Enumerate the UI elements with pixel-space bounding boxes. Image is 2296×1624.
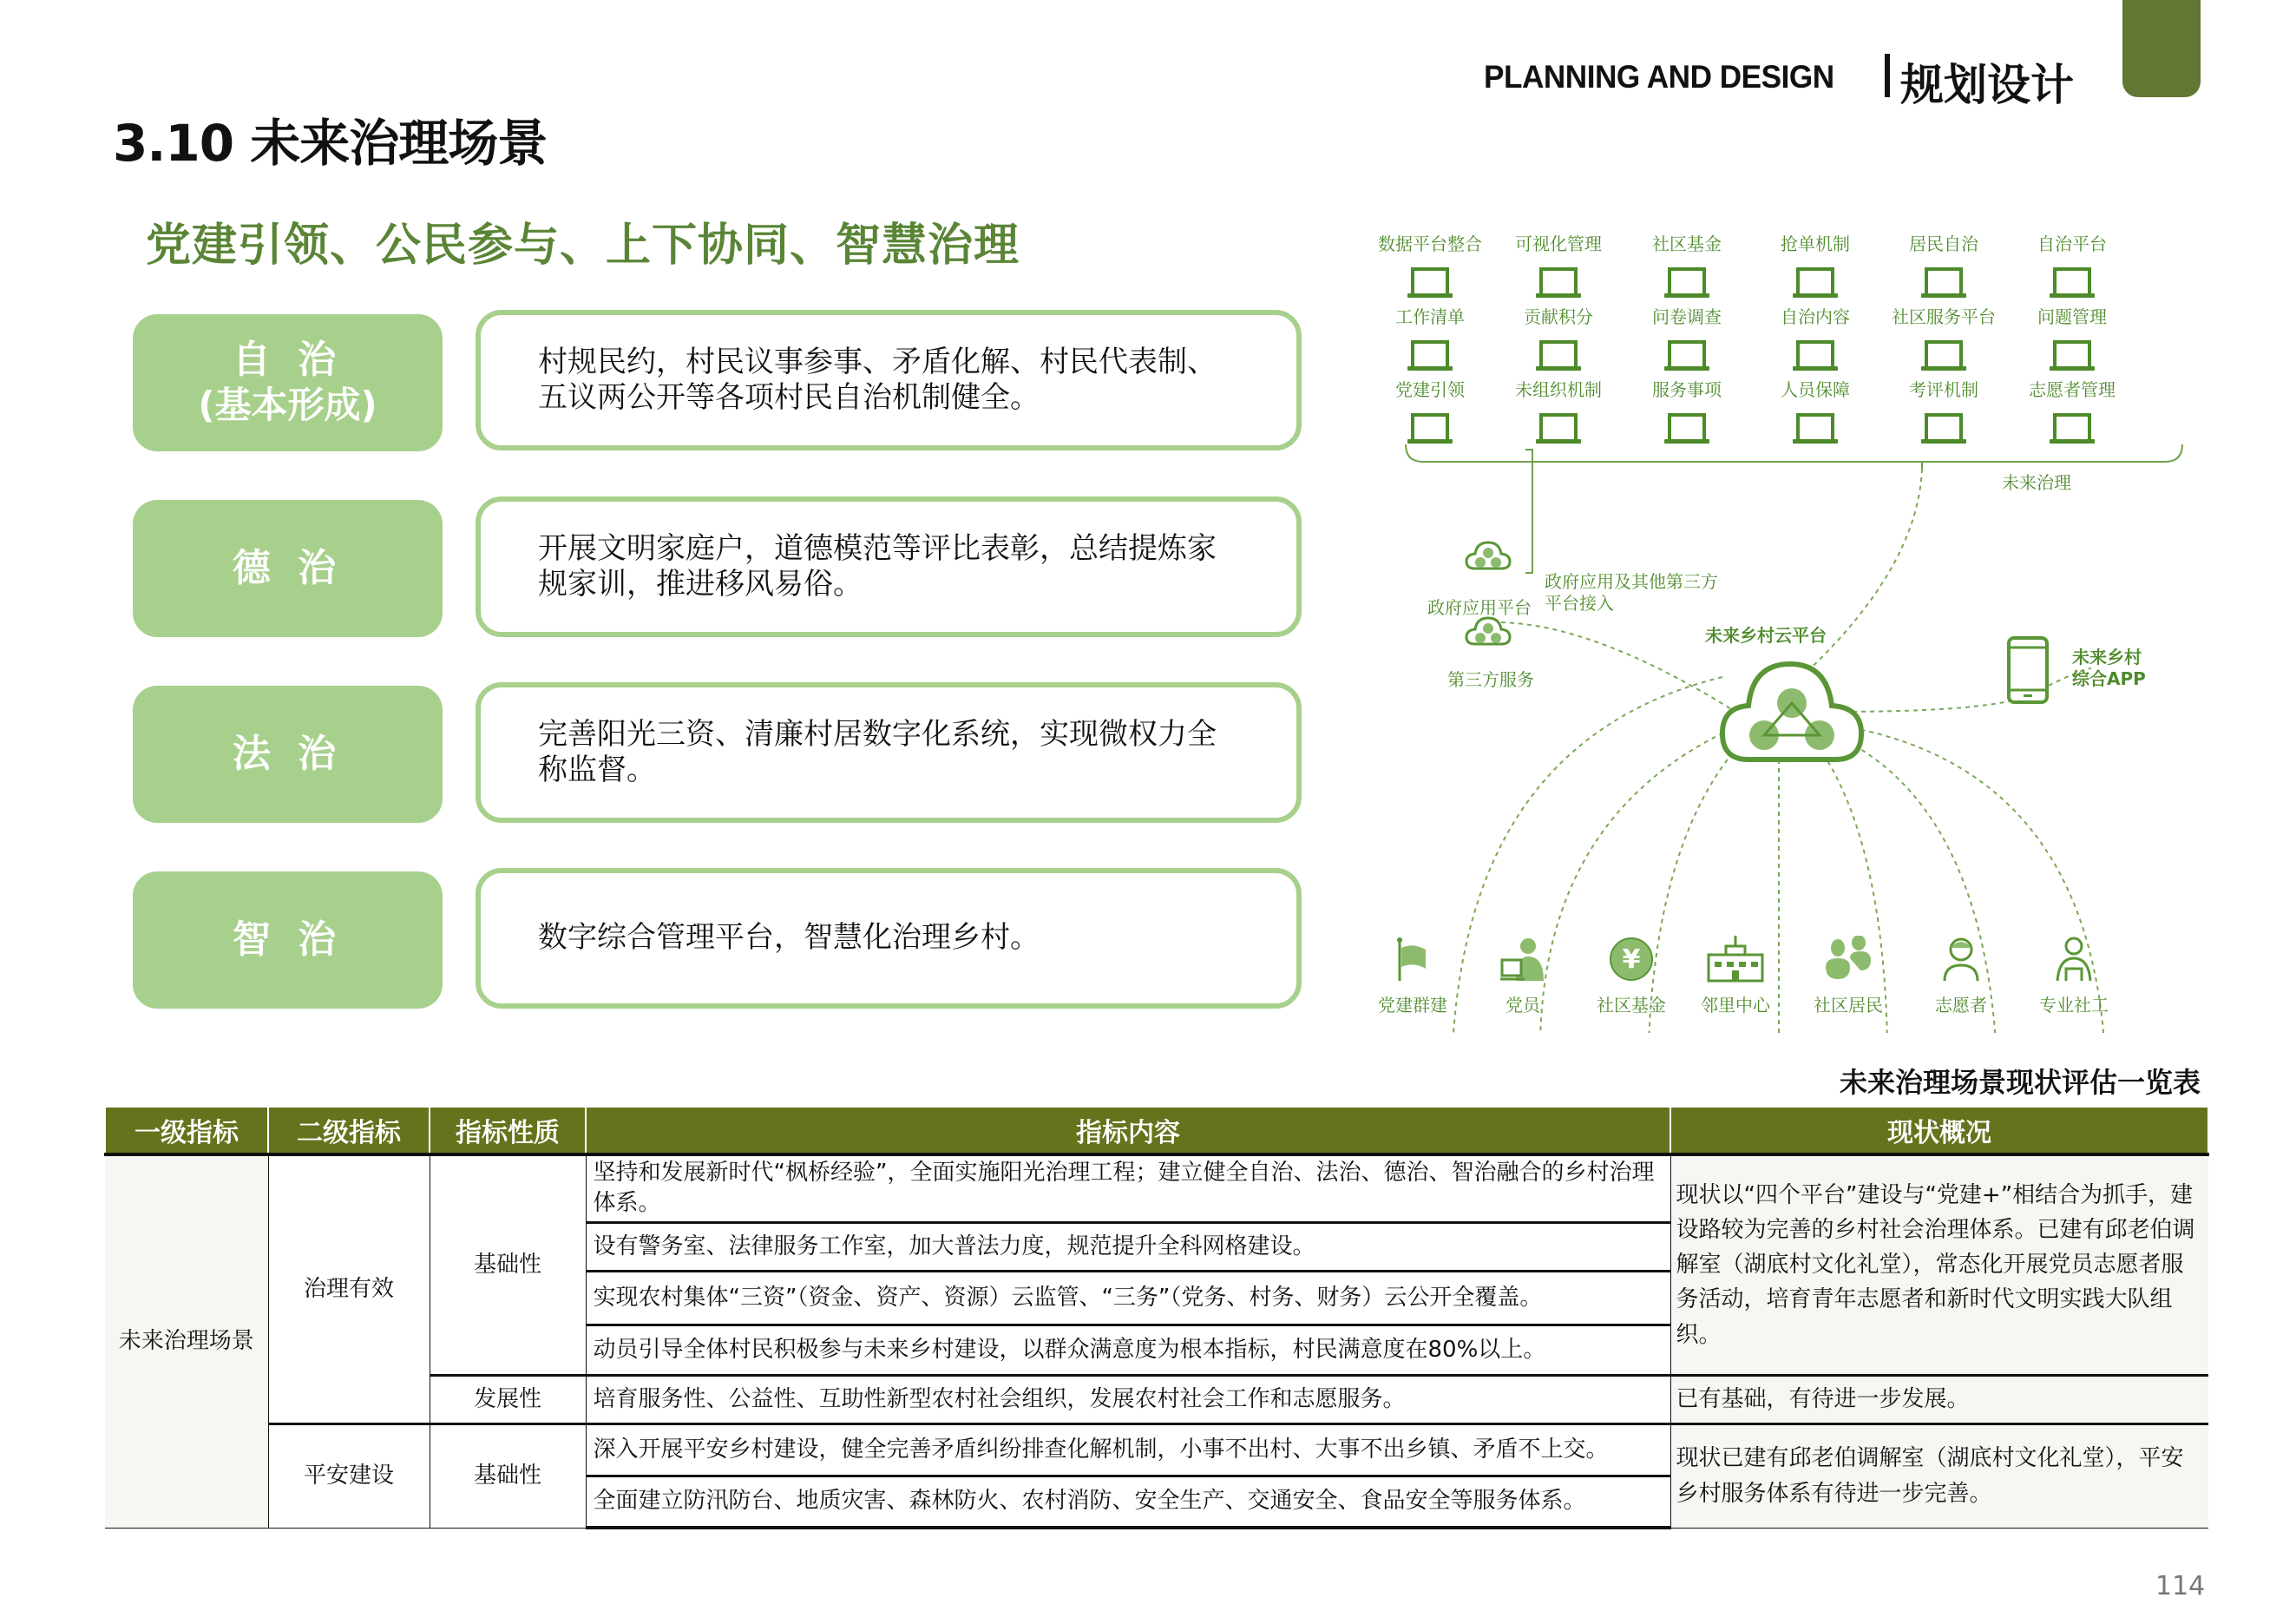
table-row — [105, 1154, 2208, 1222]
cell-content: 深入开展平安乡村建设，健全完善矛盾纠纷排查化解机制，小事不出村、大事不出乡镇、矛盾不上交。 — [586, 1423, 1670, 1476]
gov-cloud-icon — [1466, 542, 1510, 569]
residents-icon — [1822, 936, 1874, 983]
platform-label: 贡献积分 — [1524, 306, 1593, 327]
node-community-residents: 社区居民 — [1801, 936, 1896, 1016]
pillar-desc-moral-governance — [476, 496, 1302, 637]
cell-content: 动员引导全体村民积极参与未来乡村建设，以群众满意度为根本指标，村民满意度在80%以上。 — [586, 1325, 1670, 1375]
laptop-icon — [1407, 267, 1453, 299]
section-label-en: PLANNING AND DESIGN — [1484, 59, 1834, 95]
node-community-fund: ¥ 社区基金 — [1584, 936, 1679, 1016]
laptop-icon — [1921, 413, 1966, 444]
laptop-icon — [2050, 413, 2095, 444]
col-header-nature: 指标性质 — [430, 1108, 586, 1154]
node-party-building: 党建群建 — [1365, 936, 1460, 1016]
svg-text:¥: ¥ — [1622, 944, 1641, 975]
brace-label: 未来治理 — [2002, 472, 2071, 493]
pillar-smart-governance — [133, 871, 443, 1009]
platform-label: 自治内容 — [1781, 306, 1850, 327]
yuan-coin-icon — [1608, 936, 1655, 983]
laptop-icon — [1793, 413, 1838, 444]
cell-status: 现状已建有邱老伯调解室（湖底村文化礼堂），平安乡村服务体系有待进一步完善。 — [1670, 1423, 2208, 1528]
building-icon — [1705, 936, 1766, 983]
platform-label: 抢单机制 — [1781, 233, 1850, 254]
pillar-self-governance — [133, 314, 443, 451]
laptop-icon — [1407, 413, 1453, 444]
platform-label: 社区服务平台 — [1892, 306, 1996, 327]
chapter-tab-marker — [2122, 0, 2201, 97]
cell-content: 实现农村集体“三资”（资金、资产、资源）云监管、“三务”（党务、村务、财务）云公开全覆盖。 — [586, 1271, 1670, 1325]
cell-content: 设有警务室、法律服务工作室，加大普法力度，规范提升全科网格建设。 — [586, 1222, 1670, 1271]
flag-icon — [1391, 936, 1434, 983]
laptop-icon — [1536, 340, 1581, 371]
pillar-desc-rule-of-law — [476, 682, 1302, 823]
cell-nature: 基础性 — [430, 1154, 586, 1375]
app-label: 未来乡村 综合APP — [2072, 647, 2146, 689]
cell-nature: 基础性 — [430, 1423, 586, 1528]
cell-content: 坚持和发展新时代“枫桥经验”，全面实施阳光治理工程；建立健全自治、法治、德治、智治融合的乡村治理体系。 — [586, 1154, 1670, 1222]
platform-label: 数据平台整合 — [1378, 233, 1482, 254]
governance-diagram — [1371, 208, 2239, 1033]
mobile-app-icon — [2009, 638, 2047, 702]
pillar-moral-governance — [133, 500, 443, 637]
platform-label: 服务事项 — [1652, 379, 1722, 400]
access-label: 政府应用及其他第三方 平台接入 — [1545, 571, 1718, 614]
platform-label: 志愿者管理 — [2029, 379, 2116, 400]
platform-label: 工作清单 — [1395, 306, 1465, 327]
pillar-desc-text: 完善阳光三资、清廉村居数字化系统，实现微权力全称监督。 — [538, 716, 1217, 787]
third-party-label: 第三方服务 — [1447, 669, 1534, 690]
party-member-icon — [1497, 936, 1549, 983]
cloud-platform-label: 未来乡村云平台 — [1705, 625, 1827, 646]
laptop-icon — [2050, 267, 2095, 299]
section-label-cn: 规划设计 — [1900, 60, 2074, 110]
page-title: 3.10 未来治理场景 — [113, 114, 548, 173]
gov-platform-label: 政府应用平台 — [1427, 597, 1532, 618]
pillar-desc-smart-governance — [476, 868, 1302, 1009]
pillar-name: 法 治 — [232, 731, 344, 776]
platform-label: 考评机制 — [1909, 379, 1978, 400]
pillar-name: 自 治 — [232, 338, 344, 383]
col-header-level2: 二级指标 — [268, 1108, 430, 1154]
pillar-desc-text: 数字综合管理平台，智慧化治理乡村。 — [538, 920, 1040, 956]
platform-label: 自治平台 — [2037, 233, 2107, 254]
platform-label: 社区基金 — [1652, 233, 1722, 254]
cell-level2: 治理有效 — [268, 1154, 430, 1423]
platform-label: 居民自治 — [1909, 233, 1978, 254]
laptop-icon — [1664, 413, 1709, 444]
platform-label: 人员保障 — [1781, 379, 1850, 400]
laptop-icon — [1536, 413, 1581, 444]
laptop-icon — [1793, 340, 1838, 371]
cell-status: 现状以“四个平台”建设与“党建+”相结合为抓手，建设路较为完善的乡村社会治理体系。已建有邱老伯调解室（湖底村文化礼堂），常态化开展党员志愿者服务活动，培育青年志愿者和新时代文明实践大队组织。 — [1670, 1154, 2208, 1375]
pillar-name: 智 治 — [232, 917, 344, 962]
col-header-level1: 一级指标 — [105, 1108, 268, 1154]
platform-label: 党建引领 — [1395, 379, 1465, 400]
laptop-icon — [1921, 340, 1966, 371]
node-volunteers: 志愿者 — [1913, 936, 2009, 1016]
platform-label: 可视化管理 — [1515, 233, 1602, 254]
platform-label: 问卷调查 — [1652, 306, 1722, 327]
pillar-desc-text: 村规民约，村民议事参事、矛盾化解、村民代表制、五议两公开等各项村民自治机制健全。 — [538, 344, 1217, 415]
page-number: 114 — [2155, 1571, 2206, 1601]
laptop-icon — [1407, 340, 1453, 371]
volunteer-icon — [1938, 936, 1984, 983]
table-header-row — [105, 1108, 2208, 1154]
pillar-desc-text: 开展文明家庭户，道德模范等评比表彰，总结提炼家规家训，推进移风易俗。 — [538, 530, 1217, 602]
pillar-desc-self-governance — [476, 310, 1302, 450]
laptop-icon — [2050, 340, 2095, 371]
table-caption: 未来治理场景现状评估一览表 — [1840, 1066, 2201, 1099]
pillar-sub: (基本形成) — [198, 384, 377, 427]
laptop-icon — [1793, 267, 1838, 299]
cell-content: 全面建立防汛防台、地质灾害、森林防火、农村消防、安全生产、交通安全、食品安全等服务体系。 — [586, 1476, 1670, 1528]
col-header-status: 现状概况 — [1670, 1108, 2208, 1154]
platform-label: 未组织机制 — [1515, 379, 1602, 400]
social-worker-icon — [2050, 936, 2097, 983]
assessment-table — [104, 1108, 2209, 1529]
header-divider — [1885, 54, 1890, 97]
table-row — [105, 1423, 2208, 1476]
col-header-content: 指标内容 — [586, 1108, 1670, 1154]
platform-label: 问题管理 — [2037, 306, 2107, 327]
pillar-name: 德 治 — [232, 545, 344, 590]
pillar-rule-of-law — [133, 686, 443, 823]
cell-level2: 平安建设 — [268, 1423, 430, 1528]
page-subtitle: 党建引领、公民参与、上下协同、智慧治理 — [146, 220, 1020, 272]
laptop-icon — [1536, 267, 1581, 299]
cell-content: 培育服务性、公益性、互助性新型农村社会组织，发展农村社会工作和志愿服务。 — [586, 1375, 1670, 1423]
laptop-icon — [1664, 340, 1709, 371]
cell-level1: 未来治理场景 — [105, 1154, 268, 1528]
laptop-icon — [1664, 267, 1709, 299]
cloud-platform-icon — [1722, 664, 1861, 759]
cell-nature: 发展性 — [430, 1375, 586, 1423]
node-party-member: 党员 — [1475, 936, 1571, 1016]
cell-status: 已有基础，有待进一步发展。 — [1670, 1375, 2208, 1423]
node-social-workers: 专业社工 — [2026, 936, 2122, 1016]
node-neighborhood-center: 邻里中心 — [1688, 936, 1783, 1016]
laptop-icon — [1921, 267, 1966, 299]
